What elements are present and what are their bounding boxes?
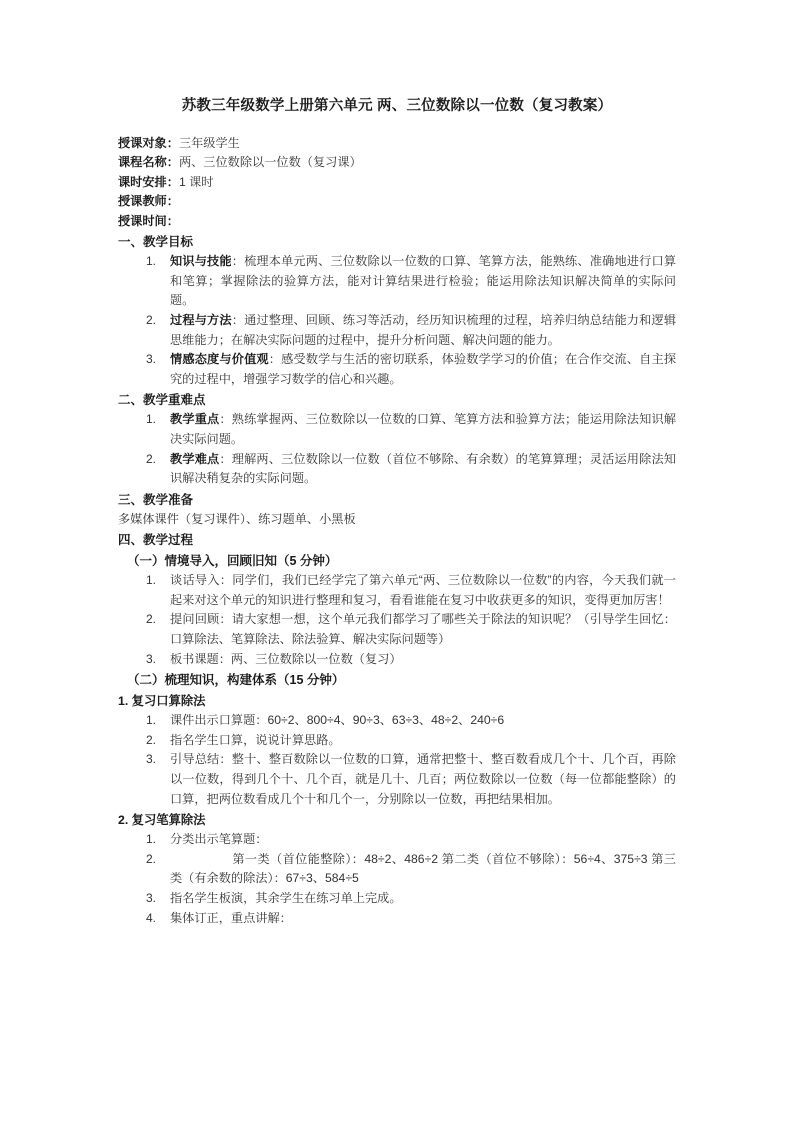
list-item xyxy=(118,571,676,610)
list-item xyxy=(118,410,676,449)
list-item-text: 课件出示口算题：60÷2、800÷4、90÷3、63÷3、48÷2、240÷6 xyxy=(170,713,505,728)
meta-label: 课时安排： xyxy=(118,174,179,189)
meta-label: 授课教师： xyxy=(118,194,179,209)
list-marker: 1. xyxy=(146,254,157,269)
list-marker: 3. xyxy=(146,752,157,767)
list-item-lead: 知识与技能 xyxy=(170,254,232,269)
list-item xyxy=(118,610,676,649)
list-item xyxy=(118,252,676,311)
list-item-lead: 教学重点 xyxy=(170,412,220,427)
group-heading-review-mental-division: 1. 复习口算除法 xyxy=(118,694,206,709)
teaching-preparation-text: 多媒体课件（复习课件）、练习题单、小黑板 xyxy=(118,511,356,526)
meta-row xyxy=(118,134,676,154)
list-item xyxy=(118,830,676,850)
subsection-heading-situation-introduction: （一）情境导入，回顾旧知（5 分钟） xyxy=(127,554,338,569)
group-heading-review-written-division: 2. 复习笔算除法 xyxy=(118,813,206,828)
list-item-text: ：通过整理、回顾、练习等活动，经历知识梳理的过程，培养归纳总结能力和逻辑思维能力；在解决实际问题的过程中，提升分析问题、解决问题的能力。 xyxy=(170,313,677,347)
list-item-text: 板书课题：两、三位数除以一位数（复习） xyxy=(170,651,402,666)
list-item-text: 引导总结：整十、整百数除以一位数的口算，通常把整十、整百数看成几个十、几个百，再除以一位数，得到几个十、几个百，就是几十、几百；两位数除以一位数（每一位都能整除）的口算，把两位数看成几个十和几个一，分别除以一位数，再把结果相加。 xyxy=(170,752,676,806)
list-review-written-division xyxy=(118,830,676,928)
meta-row xyxy=(118,212,676,232)
list-key-difficult-points xyxy=(118,410,676,488)
list-marker: 3. xyxy=(146,352,157,367)
list-item-text: 分类出示笔算题： xyxy=(170,832,268,847)
list-item-lead: 过程与方法 xyxy=(170,313,232,328)
list-marker: 2. xyxy=(146,851,157,866)
list-marker: 3. xyxy=(146,651,157,666)
list-item xyxy=(118,711,676,731)
list-item xyxy=(118,750,676,809)
list-item-text: ：理解两、三位数除以一位数（首位不够除、有余数）的笔算算理；灵活运用除法知识解决稍复杂的实际问题。 xyxy=(170,451,677,486)
list-marker: 2. xyxy=(146,313,157,328)
list-marker: 1. xyxy=(146,412,157,427)
list-item-text: 谈话导入：同学们，我们已经学完了第六单元“两、三位数除以一位数”的内容，今天我们就一起来对这个单元的知识进行整理和复习，看看谁能在复习中收获更多的知识，变得更加厉害！ xyxy=(170,573,676,607)
meta-row xyxy=(118,153,676,173)
section-heading-teaching-objectives: 一、教学目标 xyxy=(118,235,194,250)
list-item xyxy=(118,450,676,489)
list-item-text: 集体订正，重点讲解： xyxy=(170,910,292,925)
meta-value: 三年级学生 xyxy=(178,135,240,150)
list-review-mental-division xyxy=(118,711,676,809)
list-item xyxy=(118,889,676,909)
list-item-text: ：梳理本单元两、三位数除以一位数的口算、笔算方法，能熟练、准确地进行口算和笔算；掌握除法的验算方法，能对计算结果进行检验；能运用除法知识解决简单的实际问题。 xyxy=(170,254,677,308)
list-item-text: ：熟练掌握两、三位数除以一位数的口算、笔算方法和验算方法；能运用除法知识解决实际问题。 xyxy=(170,412,677,446)
list-marker: 2. xyxy=(146,451,157,466)
list-teaching-objectives xyxy=(118,252,676,389)
list-item xyxy=(118,350,676,389)
meta-row xyxy=(118,173,676,193)
meta-row xyxy=(118,192,676,212)
list-item xyxy=(118,731,676,751)
section-heading-key-difficult-points: 二、教学重难点 xyxy=(118,393,206,408)
list-item-text: ：感受数学与生活的密切联系，体验数学学习的价值；在合作交流、自主探究的过程中，增强学习数学的信心和兴趣。 xyxy=(170,352,677,386)
page-title: 苏教三年级数学上册第六单元 两、三位数除以一位数（复习教案） xyxy=(181,98,613,114)
list-item xyxy=(118,909,676,929)
list-marker: 3. xyxy=(146,891,157,905)
list-item xyxy=(118,311,676,350)
list-situation-introduction xyxy=(118,571,676,669)
list-marker: 1. xyxy=(146,832,157,847)
meta-value: 两、三位数除以一位数（复习课） xyxy=(178,155,362,170)
metadata-block xyxy=(118,134,676,232)
section-heading-teaching-process: 四、教学过程 xyxy=(118,533,194,548)
list-item xyxy=(118,850,676,889)
list-item-text: 指名学生口算，说说计算思路。 xyxy=(170,732,341,747)
meta-label: 授课时间： xyxy=(118,213,179,228)
section-heading-teaching-preparation: 三、教学准备 xyxy=(118,492,194,507)
list-marker: 1. xyxy=(146,573,157,588)
list-item-text: 指名学生板演，其余学生在练习单上完成。 xyxy=(170,891,402,905)
list-item-text: 提问回顾：请大家想一想，这个单元我们都学习了哪些关于除法的知识呢？（引导学生回忆：口算除法、笔算除法、除法验算、解决实际问题等） xyxy=(170,612,676,647)
list-marker: 1. xyxy=(146,713,157,728)
meta-label: 授课对象： xyxy=(118,135,179,150)
list-marker: 4. xyxy=(146,910,157,925)
list-item-lead: 教学难点 xyxy=(170,451,220,466)
list-item-text: 第一类（首位能整除）：48÷2、486÷2 第二类（首位不够除）：56÷4、375÷3 第三类（有余数的除法）：67÷3、584÷5 xyxy=(170,851,676,886)
meta-value: 1 课时 xyxy=(178,174,214,189)
list-item xyxy=(118,650,676,670)
list-marker: 2. xyxy=(146,612,157,627)
meta-label: 课程名称： xyxy=(118,155,179,170)
list-item-lead: 情感态度与价值观 xyxy=(170,352,269,367)
subsection-heading-knowledge-organization: （二）梳理知识，构建体系（15 分钟） xyxy=(127,673,345,688)
list-marker: 2. xyxy=(146,732,157,747)
